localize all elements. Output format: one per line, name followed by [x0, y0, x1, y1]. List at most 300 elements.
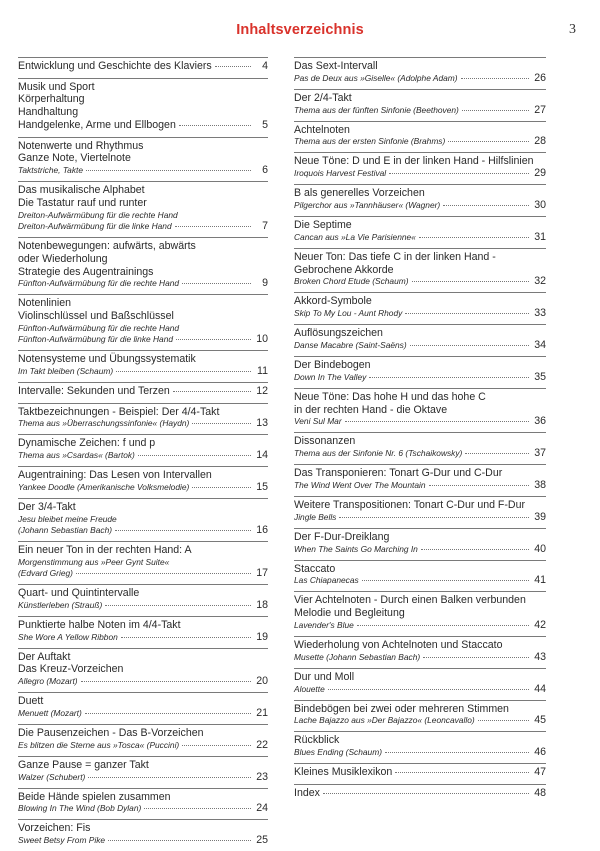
toc-entry-subtitle	[294, 372, 546, 383]
toc-entry-subtitle	[294, 715, 546, 726]
toc-page-number: 23	[256, 770, 268, 783]
toc-entry-text: Walzer (Schubert)	[18, 771, 86, 782]
toc-entry-text: Yankee Doodle (Amerikanische Volksmelodie)	[18, 481, 190, 492]
toc-entry-heading	[294, 432, 546, 448]
toc-page-number: 22	[256, 738, 268, 751]
toc-entry-text: Das Kreuz-Vorzeichen	[18, 663, 124, 676]
toc-entry-subtitle	[18, 366, 268, 377]
dot-leader	[448, 140, 529, 142]
toc-entry-text: She Wore A Yellow Ribbon	[18, 631, 118, 642]
toc-entry-heading	[294, 496, 546, 512]
toc-entry-text: Fünfton-Aufwärmübung für die rechte Hand	[18, 278, 180, 289]
toc-entry	[294, 784, 546, 800]
toc-page-number: 40	[534, 542, 546, 555]
toc-entry-text: Allegro (Mozart)	[18, 676, 78, 687]
toc-entry	[18, 434, 268, 461]
toc-entry-subtitle	[18, 557, 268, 568]
toc-entry-text: Musette (Johann Sebastian Bach)	[294, 651, 421, 662]
toc-entry-subtitle	[294, 416, 546, 427]
toc-page-number: 5	[262, 118, 268, 131]
toc-entry-text: Notenlinien	[18, 297, 72, 310]
toc-entry-subtitle	[294, 232, 546, 243]
toc-entry-subtitle	[18, 210, 268, 221]
toc-entry-text: Wiederholung von Achtelnoten und Staccato	[294, 638, 503, 651]
toc-entry-text: Down In The Valley	[294, 371, 367, 382]
toc-entry-text: Jesu bleibet meine Freude	[18, 513, 117, 524]
toc-entry-text: Die Septime	[294, 218, 352, 231]
toc-entry-subtitle	[18, 835, 268, 846]
toc-entry	[18, 137, 268, 177]
toc-entry-heading	[18, 648, 268, 664]
toc-entry-text: Augentraining: Das Lesen von Intervallen	[18, 469, 212, 482]
page-title: Inhaltsverzeichnis	[236, 22, 364, 38]
toc-entry	[294, 700, 546, 727]
toc-entry-heading	[294, 528, 546, 544]
toc-entry	[294, 432, 546, 459]
toc-entry-text: Intervalle: Sekunden und Terzen	[18, 384, 170, 397]
toc-entry-subtitle	[294, 448, 546, 459]
toc-entry	[18, 350, 268, 377]
toc-entry	[18, 498, 268, 536]
toc-entry	[294, 356, 546, 383]
toc-entry-text: Punktierte halbe Noten im 4/4-Takt	[18, 618, 181, 631]
toc-entry-text: Lavender's Blue	[294, 619, 354, 630]
dot-leader	[105, 604, 251, 606]
toc-entry-text: Melodie und Begleitung	[294, 607, 405, 620]
toc-entry-text: Dreiton-Aufwärmübung für die linke Hand	[18, 220, 172, 231]
dot-leader	[465, 452, 529, 454]
toc-entry-text: Strategie des Augentrainings	[18, 265, 154, 278]
toc-entry-subtitle	[18, 525, 268, 536]
dot-leader	[116, 370, 251, 372]
toc-entry-text: Menuett (Mozart)	[18, 707, 82, 718]
toc-entry-text: Es blitzen die Sterne aus »Tosca« (Puccini)	[18, 739, 180, 750]
toc-entry	[18, 724, 268, 751]
toc-entry-text: Das Transponieren: Tonart G-Dur und C-Dur	[294, 467, 503, 480]
dot-leader	[405, 312, 529, 314]
dot-leader	[385, 751, 529, 753]
toc-entry-subtitle	[294, 340, 546, 351]
dot-leader	[179, 124, 251, 126]
toc-entry	[294, 152, 546, 179]
dot-leader	[328, 688, 529, 690]
toc-entry-heading	[294, 560, 546, 576]
toc-entry-subtitle	[18, 740, 268, 751]
toc-page-number: 26	[534, 71, 546, 84]
toc-page-number: 45	[534, 714, 546, 727]
toc-entry-subtitle	[18, 482, 268, 493]
toc-entry-text: Künstlerleben (Strauß)	[18, 599, 103, 610]
dot-leader	[410, 344, 529, 346]
toc-entry	[18, 403, 268, 430]
toc-page-number: 41	[534, 574, 546, 587]
toc-entry-text: Ganze Note, Viertelnote	[18, 152, 131, 165]
toc-entry-subtitle	[294, 512, 546, 523]
toc-entry-text: Lache Bajazzo aus »Der Bajazzo« (Leoncavallo)	[294, 715, 475, 726]
toc-entry-heading	[294, 356, 546, 372]
toc-entry-heading	[294, 784, 546, 800]
toc-entry-text: Neue Töne: Das hohe H und das hohe C	[294, 390, 486, 403]
dot-leader	[182, 282, 251, 284]
toc-page-number: 13	[256, 417, 268, 430]
toc-page-number: 7	[262, 219, 268, 232]
toc-entry-subtitle	[294, 652, 546, 663]
toc-entry-text: Der F-Dur-Dreiklang	[294, 530, 390, 543]
toc-entry-heading	[18, 106, 268, 119]
toc-right-column	[294, 57, 546, 804]
toc-entry-subtitle	[294, 308, 546, 319]
toc-entry-heading	[294, 57, 546, 73]
toc-entry-heading	[18, 498, 268, 514]
toc-entry-heading	[18, 310, 268, 323]
dot-leader	[478, 719, 529, 721]
toc-entry-subtitle	[294, 544, 546, 555]
toc-page-number: 16	[256, 523, 268, 536]
toc-entry-heading	[18, 137, 268, 153]
dot-leader	[419, 236, 529, 238]
dot-leader	[362, 579, 529, 581]
toc-entry-subtitle	[18, 600, 268, 611]
toc-entry	[294, 591, 546, 631]
toc-page-number: 11	[257, 364, 268, 377]
toc-entry-subtitle	[18, 514, 268, 525]
toc-entry-subtitle	[294, 200, 546, 211]
toc-page-number: 29	[534, 167, 546, 180]
toc-entry-text: Handhaltung	[18, 106, 79, 119]
toc-entry-text: Broken Chord Etude (Schaum)	[294, 276, 409, 287]
dot-leader	[182, 744, 251, 746]
toc-page-number: 47	[534, 766, 546, 779]
dot-leader	[461, 77, 529, 79]
dot-leader	[389, 172, 529, 174]
toc-entry	[294, 763, 546, 779]
toc-page-number: 10	[256, 333, 268, 346]
toc-entry-text: Las Chiapanecas	[294, 575, 359, 586]
toc-entry-subtitle	[18, 334, 268, 345]
toc-entry-heading	[18, 119, 268, 132]
toc-entry-heading	[294, 607, 546, 620]
toc-entry-heading	[18, 466, 268, 482]
toc-entry-text: Die Tastatur rauf und runter	[18, 196, 147, 209]
toc-entry-heading	[294, 388, 546, 404]
toc-entry-heading	[18, 756, 268, 772]
toc-entry-text: Auflösungszeichen	[294, 327, 383, 340]
toc-entry-text: (Johann Sebastian Bach)	[18, 524, 113, 535]
toc-entry-text: oder Wiederholung	[18, 252, 108, 265]
toc-entry	[18, 294, 268, 345]
dot-leader	[144, 807, 251, 809]
toc-entry-subtitle	[294, 684, 546, 695]
toc-entry-heading	[18, 266, 268, 279]
toc-entry-text: Das Sext-Intervall	[294, 60, 378, 72]
toc-entry-heading	[294, 264, 546, 277]
toc-entry-text: Der 2/4-Takt	[294, 91, 352, 104]
toc-entry-subtitle	[294, 747, 546, 758]
toc-entry-subtitle	[294, 276, 546, 287]
dot-leader	[192, 486, 251, 488]
toc-page-number: 15	[256, 480, 268, 493]
toc-entry	[18, 756, 268, 783]
toc-entry-subtitle	[18, 418, 268, 429]
toc-entry-text: Pas de Deux aus »Giselle« (Adolphe Adam)	[294, 72, 458, 83]
toc-entry	[294, 560, 546, 587]
dot-leader	[421, 548, 529, 550]
toc-entry-text: Thema aus »Csardas« (Bartok)	[18, 450, 135, 461]
toc-entry-text: Dynamische Zeichen: f und p	[18, 437, 156, 450]
toc-entry-subtitle	[18, 803, 268, 814]
toc-entry-text: Entwicklung und Geschichte des Klaviers	[18, 60, 212, 72]
toc-page-number: 39	[534, 510, 546, 523]
toc-entry-text: Taktstriche, Takte	[18, 165, 84, 176]
toc-entry-heading	[18, 382, 268, 398]
toc-entry-heading	[294, 668, 546, 684]
toc-entry	[18, 819, 268, 846]
toc-entry-heading	[18, 584, 268, 600]
toc-entry-text: Sweet Betsy From Pike	[18, 835, 106, 846]
toc-entry-subtitle	[18, 568, 268, 579]
toc-page-number: 46	[534, 746, 546, 759]
toc-page-number: 48	[534, 786, 546, 799]
toc-entry	[294, 668, 546, 695]
toc-entry-text: Iroquois Harvest Festival	[294, 168, 387, 179]
toc-entry-heading	[18, 237, 268, 253]
toc-entry-heading	[294, 248, 546, 264]
toc-entry-text: Die Pausenzeichen - Das B-Vorzeichen	[18, 726, 204, 739]
toc-page-number: 25	[256, 834, 268, 847]
toc-entry-heading	[18, 57, 268, 73]
toc-page-number: 42	[534, 618, 546, 631]
toc-page-number: 27	[534, 103, 546, 116]
toc-entry-subtitle	[294, 575, 546, 586]
toc-entry-text: Taktbezeichnungen - Beispiel: Der 4/4-Takt	[18, 405, 220, 418]
toc-page-number: 19	[256, 630, 268, 643]
toc-page-number: 9	[262, 277, 268, 290]
toc-entry-text: Beide Hände spielen zusammen	[18, 790, 171, 803]
toc-entry-heading	[18, 819, 268, 835]
toc-entry-heading	[294, 89, 546, 105]
toc-page-number: 21	[256, 706, 268, 719]
toc-entry	[18, 584, 268, 611]
toc-entry-heading	[294, 700, 546, 716]
toc-page-number: 28	[534, 135, 546, 148]
toc-entry-text: Thema aus der fünften Sinfonie (Beethoven)	[294, 104, 459, 115]
toc-entry-text: Neue Töne: D und E in der linken Hand - Hilfslinien	[294, 155, 534, 168]
toc-page-number: 37	[534, 447, 546, 460]
toc-entry-heading	[294, 216, 546, 232]
toc-entry-subtitle	[18, 772, 268, 783]
toc-entry-heading	[294, 292, 546, 308]
dot-leader	[121, 636, 251, 638]
toc-entry-heading	[18, 294, 268, 310]
toc-entry	[294, 388, 546, 428]
toc-entry-text: Thema aus »Überraschungssinfonie« (Haydn)	[18, 418, 190, 429]
toc-entry	[18, 382, 268, 398]
toc-entry-text: Vier Achtelnoten - Durch einen Balken verbunden	[294, 594, 526, 607]
toc-entry	[294, 731, 546, 758]
toc-entry-heading	[18, 434, 268, 450]
toc-entry	[18, 648, 268, 688]
toc-entry-text: Im Takt bleiben (Schaum)	[18, 365, 114, 376]
toc-entry-text: Der Bindebogen	[294, 358, 371, 371]
dot-leader	[429, 484, 529, 486]
toc-entry-heading	[18, 788, 268, 804]
toc-entry-subtitle	[294, 73, 546, 84]
toc-entry-text: Cancan aus »La Vie Parisienne«	[294, 231, 416, 242]
toc-entry-text: Achtelnoten	[294, 123, 350, 136]
toc-entry-heading	[18, 181, 268, 197]
toc-entry-text: Der 3/4-Takt	[18, 500, 76, 513]
toc-entry-heading	[18, 692, 268, 708]
toc-entry-text: Jingle Bells	[294, 511, 337, 522]
toc-entry-text: Der Auftakt	[18, 650, 71, 663]
toc-entry-text: Fünfton-Aufwärmübung für die linke Hand	[18, 334, 174, 345]
toc-entry-heading	[294, 763, 546, 779]
toc-entry	[294, 636, 546, 663]
dot-leader	[175, 225, 251, 227]
toc-entry-text: Fünfton-Aufwärmübung für die rechte Hand	[18, 322, 180, 333]
toc-entry-text: Dissonanzen	[294, 435, 356, 448]
toc-entry-subtitle	[18, 278, 268, 289]
toc-entry-text: Ein neuer Ton in der rechten Hand: A	[18, 543, 192, 556]
toc-entry-text: Quart- und Quintintervalle	[18, 586, 140, 599]
toc-page-number: 33	[534, 307, 546, 320]
toc-page-number: 44	[534, 682, 546, 695]
toc-entry-heading	[294, 636, 546, 652]
toc-entry-heading	[18, 350, 268, 366]
toc-page-number: 31	[534, 230, 546, 243]
toc-page-number: 20	[256, 675, 268, 688]
toc-entry	[294, 248, 546, 288]
toc-entry-text: Skip To My Lou - Aunt Rhody	[294, 308, 403, 319]
toc-entry	[18, 237, 268, 290]
toc-entry	[294, 324, 546, 351]
toc-entry-text: Rückblick	[294, 734, 340, 747]
toc-entry-heading	[294, 152, 546, 168]
dot-leader	[369, 376, 529, 378]
toc-entry-text: Vorzeichen: Fis	[18, 822, 91, 835]
toc-entry-text: Staccato	[294, 562, 336, 575]
toc-entry-text: Violinschlüssel und Baßschlüssel	[18, 310, 174, 323]
toc-page-number: 24	[256, 802, 268, 815]
toc-entry-text: Akkord-Symbole	[294, 295, 372, 308]
toc-entry-text: Weitere Transpositionen: Tonart C-Dur und F-Dur	[294, 498, 526, 511]
toc-entry-subtitle	[294, 620, 546, 631]
toc-entry-heading	[294, 184, 546, 200]
dot-leader	[81, 680, 251, 682]
toc-entry-heading	[294, 404, 546, 417]
dot-leader	[339, 516, 529, 518]
dot-leader	[323, 792, 529, 794]
dot-leader	[176, 338, 251, 340]
toc-entry-text: Notenwerte und Rhythmus	[18, 139, 144, 152]
page-number: 3	[569, 22, 576, 37]
toc-entry-text: B als generelles Vorzeichen	[294, 187, 425, 200]
toc-entry-subtitle	[18, 676, 268, 687]
toc-entry	[18, 466, 268, 493]
toc-entry	[18, 181, 268, 232]
toc-entry-heading	[18, 663, 268, 676]
toc-entry-heading	[294, 464, 546, 480]
toc-entry-heading	[18, 152, 268, 165]
toc-entry-text: When The Saints Go Marching In	[294, 543, 418, 554]
toc-entry-text: Dreiton-Aufwärmübung für die rechte Hand	[18, 209, 178, 220]
toc-entry	[18, 788, 268, 815]
toc-entry-heading	[18, 724, 268, 740]
toc-entry-text: The Wind Went Over The Mountain	[294, 479, 426, 490]
dot-leader	[412, 280, 529, 282]
dot-leader	[215, 65, 251, 67]
toc-entry-text: Index	[294, 786, 320, 799]
toc-left-column	[18, 57, 268, 851]
toc-entry-heading	[18, 253, 268, 266]
toc-entry-text: Dur und Moll	[294, 670, 355, 683]
toc-entry-subtitle	[294, 480, 546, 491]
toc-entry	[294, 184, 546, 211]
toc-entry-heading	[18, 93, 268, 106]
toc-entry	[18, 541, 268, 579]
toc-entry-subtitle	[18, 632, 268, 643]
toc-page-number: 17	[256, 566, 268, 579]
dot-leader	[173, 390, 251, 392]
toc-entry-subtitle	[18, 450, 268, 461]
toc-entry-heading	[18, 541, 268, 557]
toc-page-number: 36	[534, 415, 546, 428]
toc-entry-text: Danse Macabre (Saint-Saëns)	[294, 339, 407, 350]
dot-leader	[76, 572, 251, 574]
toc-entry	[18, 692, 268, 719]
toc-entry-subtitle	[294, 136, 546, 147]
toc-page-number: 43	[534, 650, 546, 663]
toc-entry	[18, 57, 268, 73]
toc-entry-text: Ganze Pause = ganzer Takt	[18, 758, 149, 771]
toc-entry-subtitle	[294, 105, 546, 116]
toc-entry-heading	[294, 324, 546, 340]
toc-entry-text: (Edvard Grieg)	[18, 567, 73, 578]
dot-leader	[88, 776, 251, 778]
toc-entry-subtitle	[294, 168, 546, 179]
dot-leader	[423, 656, 529, 658]
toc-entry-subtitle	[18, 323, 268, 334]
toc-page-number: 35	[534, 370, 546, 383]
dot-leader	[357, 624, 529, 626]
toc-entry-text: in der rechten Hand - die Oktave	[294, 403, 448, 416]
toc-entry-heading	[18, 616, 268, 632]
toc-page-number: 38	[534, 478, 546, 491]
toc-page-number: 18	[256, 598, 268, 611]
dot-leader	[395, 771, 529, 773]
toc-entry-heading	[18, 78, 268, 94]
toc-entry-text: Bindebögen bei zwei oder mehreren Stimmen	[294, 702, 509, 715]
dot-leader	[86, 169, 251, 171]
toc-entry-text: Thema aus der ersten Sinfonie (Brahms)	[294, 136, 446, 147]
toc-entry-subtitle	[18, 221, 268, 232]
toc-entry-heading	[18, 403, 268, 419]
toc-entry-text: Duett	[18, 695, 44, 708]
toc-entry-text: Gebrochene Akkorde	[294, 263, 394, 276]
toc-entry-text: Musik und Sport	[18, 80, 95, 93]
toc-page-number: 32	[534, 275, 546, 288]
toc-entry	[294, 292, 546, 319]
toc-entry-text: Kleines Musiklexikon	[294, 766, 393, 779]
dot-leader	[85, 712, 251, 714]
dot-leader	[115, 529, 251, 531]
dot-leader	[192, 422, 251, 424]
toc-entry-text: Morgenstimmung aus »Peer Gynt Suite«	[18, 556, 170, 567]
dot-leader	[345, 420, 529, 422]
toc-entry	[294, 496, 546, 523]
toc-entry-text: Notenbewegungen: aufwärts, abwärts	[18, 239, 196, 252]
toc-entry-heading	[294, 731, 546, 747]
